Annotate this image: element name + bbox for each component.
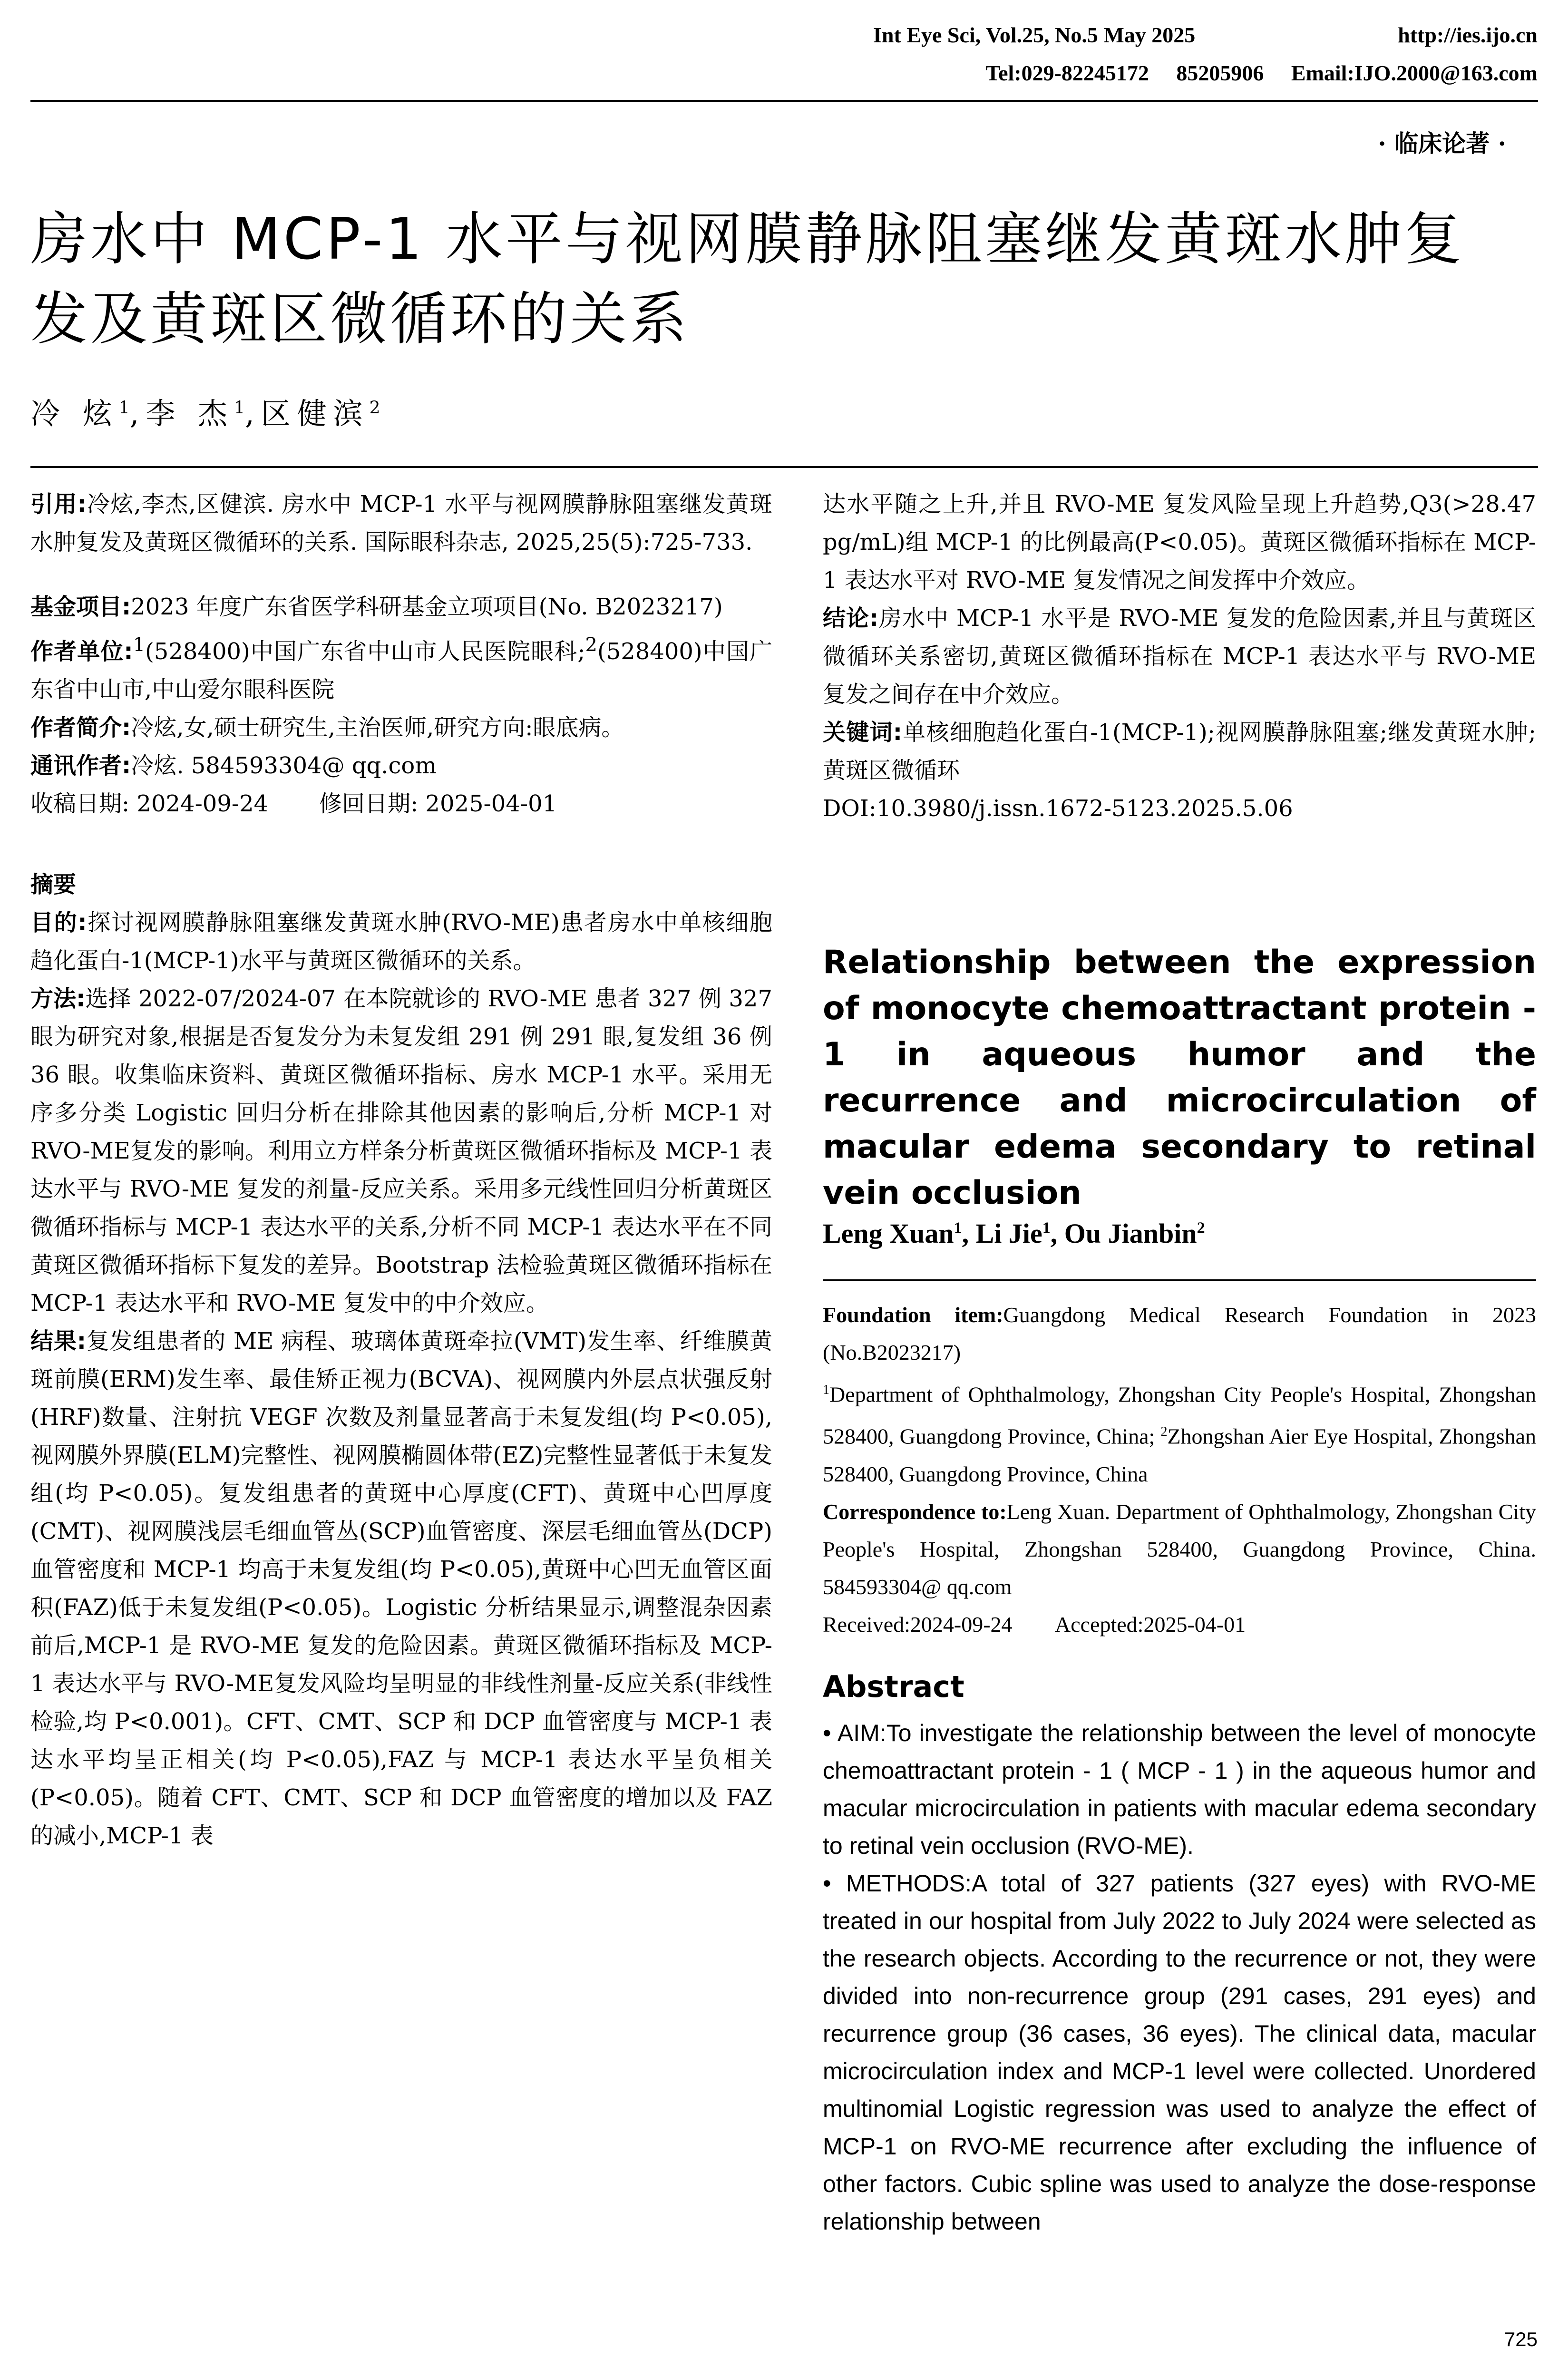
en-authors-rule bbox=[823, 1279, 1536, 1281]
author-en-2-sup: 1 bbox=[1042, 1219, 1051, 1237]
title-zh-line-1: 房水中 MCP-1 水平与视网膜静脉阻塞继发黄斑水肿复 bbox=[30, 206, 1464, 273]
author-en-1-sup: 1 bbox=[954, 1219, 962, 1237]
corr-text[interactable]: 冷炫. 584593304@ qq.com bbox=[131, 752, 437, 779]
aim-text: To investigate the relationship between the level of monocyte chemoattractant protein - 1 ( MCP - 1 ) in the aqueous humor and macular microcirculation in patients with macular edema secondary to retinal vein occlusion (RVO-ME). bbox=[823, 1720, 1536, 1859]
objective-label: 目的: bbox=[30, 909, 87, 936]
objective-text: 探讨视网膜静脉阻塞继发黄斑水肿(RVO-ME)患者房水中单核细胞趋化蛋白-1(MCP-1)水平与黄斑区微循环的关系。 bbox=[30, 909, 772, 974]
author-zh-2: ,李 杰 bbox=[129, 396, 234, 431]
unit-text-2: (528400)中国广东省中山市,中山爱尔眼科医院 bbox=[30, 638, 772, 703]
abstract-methods bbox=[30, 980, 772, 1322]
author-unit bbox=[30, 626, 772, 709]
citation bbox=[30, 485, 772, 561]
affiliations bbox=[823, 1371, 1536, 1493]
aim-label: • AIM: bbox=[823, 1720, 886, 1746]
author-en-1: Leng Xuan bbox=[823, 1218, 954, 1249]
aff-sup-2: 2 bbox=[1160, 1424, 1168, 1440]
doi[interactable]: DOI:10.3980/j.issn.1672-5123.2025.5.06 bbox=[823, 795, 1293, 822]
methods-text: 选择 2022-07/2024-07 在本院就诊的 RVO-ME 患者 327 例 327 眼为研究对象,根据是否复发分为未复发组 291 例 291 眼,复发组 36 例 36 眼。收集临床资料、黄斑区微循环指标、房水 MCP-1 水平。采用无序多分类 Logistic 回归分析在排除其他因素的影响后,分析 MCP-1 对 RVO-ME复发的影响。利用立方样条分析黄斑区微循环指标及 MCP-1 表达水平与 RVO-ME 复发的剂量-反应关系。采用多元线性回归分析黄斑区微循环指标与 MCP-1 表达水平的关系,分析不同 MCP-1 表达水平在不同黄斑区微循环指标下复发的差异。Bootstrap 法检验黄斑区微循环指标在 MCP-1 表达水平和 RVO-ME 复发中的中介效应。 bbox=[30, 985, 772, 1316]
en-info-block bbox=[823, 1296, 1536, 1643]
conclusion-text: 房水中 MCP-1 水平是 RVO-ME 复发的危险因素,并且与黄斑区微循环关系密切,黄斑区微循环指标在 MCP-1 表达水平与 RVO-ME 复发之间存在中介效应。 bbox=[823, 605, 1536, 708]
left-column bbox=[30, 485, 772, 1855]
results-continued: 达水平随之上升,并且 RVO-ME 复发风险呈现上升趋势,Q3(>28.47 pg/mL)组 MCP-1 的比例最高(P<0.05)。黄斑区微循环指标在 MCP-1 表达水平对 RVO-ME 复发情况之间发挥中介效应。 bbox=[823, 491, 1536, 594]
en-methods bbox=[823, 1865, 1536, 2241]
aff-sup-1: 1 bbox=[823, 1383, 829, 1397]
corresponding-author bbox=[30, 747, 772, 785]
journal-contact-line: Tel:029-82245172 85205906 Email:IJO.2000@163.com bbox=[985, 61, 1538, 85]
correspondence-text: Leng Xuan. Department of Ophthalmology, Zhongshan City People's Hospital, Zhongshan 528400, Guangdong Province, China. 584593304@ qq.com bbox=[823, 1499, 1537, 1599]
title-zh bbox=[30, 200, 1543, 360]
authors-en bbox=[823, 1218, 1205, 1249]
author-en-3: , Ou Jianbin bbox=[1050, 1218, 1197, 1249]
abstract-heading-zh: 摘要 bbox=[30, 871, 77, 898]
author-zh-2-sup: 1 bbox=[234, 398, 245, 418]
bio-label: 作者简介: bbox=[30, 714, 131, 741]
title-zh-line-2: 发及黄斑区微循环的关系 bbox=[30, 286, 690, 352]
en-abstract bbox=[823, 1715, 1536, 2241]
author-zh-1-sup: 1 bbox=[118, 398, 130, 418]
author-zh-3-sup: 2 bbox=[369, 398, 380, 418]
page-number: 725 bbox=[1504, 2328, 1538, 2350]
author-en-3-sup: 2 bbox=[1197, 1219, 1205, 1237]
results-text: 复发组患者的 ME 病程、玻璃体黄斑牵拉(VMT)发生率、纤维膜黄斑前膜(ERM)发生率、最佳矫正视力(BCVA)、视网膜内外层点状强反射(HRF)数量、注射抗 VEGF 次数及剂量显著高于未复发组(均 P<0.05),视网膜外界膜(ELM)完整性、视网膜椭圆体带(EZ)完整性显著低于未复发组(均 P<0.05)。复发组患者的黄斑中心厚度(CFT)、黄斑中心凹厚度(CMT)、视网膜浅层毛细血管丛(SCP)血管密度、深层毛细血管丛(DCP)血管密度和 MCP-1 均高于未复发组(均 P<0.05),黄斑中心凹无血管区面积(FAZ)低于未复发组(P<0.05)。Logistic 分析结果显示,调整混杂因素前后,MCP-1 是 RVO-ME 复发的危险因素。黄斑区微循环指标及 MCP-1 表达水平与 RVO-ME复发风险均呈明显的非线性剂量-反应关系(非线性检验,均 P<0.001)。CFT、CMT、SCP 和 DCP 血管密度与 MCP-1 表达水平均呈正相关(均 P<0.05),FAZ 与 MCP-1 表达水平呈负相关(P<0.05)。随着 CFT、CMT、SCP 和 DCP 血管密度的增加以及 FAZ 的减小,MCP-1 表 bbox=[30, 1328, 772, 1849]
en-aim bbox=[823, 1715, 1536, 1865]
header-rule bbox=[30, 100, 1538, 102]
correspondence bbox=[823, 1493, 1536, 1606]
keywords bbox=[823, 713, 1536, 789]
foundation-label: Foundation item: bbox=[823, 1303, 1003, 1327]
en-methods-label: • METHODS: bbox=[823, 1870, 972, 1897]
keywords-label: 关键词: bbox=[823, 719, 902, 746]
author-bio bbox=[30, 709, 772, 747]
citation-text: 冷炫,李杰,区健滨. 房水中 MCP-1 水平与视网膜静脉阻塞继发黄斑水肿复发及黄斑区微循环的关系. 国际眼科杂志, 2025,25(5):725-733. bbox=[30, 491, 772, 555]
correspondence-label: Correspondence to: bbox=[823, 1499, 1007, 1524]
fund-text: 2023 年度广东省医学科研基金立项项目(No. B2023217) bbox=[131, 594, 723, 620]
author-en-2: , Li Jie bbox=[962, 1218, 1042, 1249]
authors-zh bbox=[30, 390, 380, 432]
conclusion-label: 结论: bbox=[823, 605, 879, 632]
abstract-results bbox=[30, 1322, 772, 1855]
results-label: 结果: bbox=[30, 1328, 86, 1354]
foundation-item bbox=[823, 1296, 1536, 1371]
journal-info-line: Int Eye Sci, Vol.25, No.5 May 2025 bbox=[873, 23, 1196, 47]
aff-text-2: Zhongshan Aier Eye Hospital, Zhongshan 528400, Guangdong Province, China bbox=[823, 1424, 1536, 1486]
authors-rule bbox=[30, 466, 1538, 468]
keywords-text: 单核细胞趋化蛋白-1(MCP-1);视网膜静脉阻塞;继发黄斑水肿;黄斑区微循环 bbox=[823, 719, 1536, 784]
bio-text: 冷炫,女,硕士研究生,主治医师,研究方向:眼底病。 bbox=[131, 714, 624, 741]
section-tag: · 临床论著 · bbox=[1378, 129, 1506, 157]
right-column bbox=[823, 485, 1536, 828]
author-zh-3: ,区健滨 bbox=[244, 396, 370, 431]
author-zh-1: 冷 炫 bbox=[30, 396, 119, 431]
unit-label: 作者单位: bbox=[30, 638, 133, 665]
citation-label: 引用: bbox=[30, 491, 87, 517]
unit-sup-2: 2 bbox=[585, 634, 597, 656]
title-en: Relationship between the expression of monocyte chemoattractant protein - 1 in aqueous humor and the recurrence and microcirculation of macular edema secondary to retinal vein occlusion bbox=[823, 944, 1536, 1212]
received-accepted: Received:2024-09-24 Accepted:2025-04-01 bbox=[823, 1612, 1246, 1637]
fund-label: 基金项目: bbox=[30, 594, 131, 620]
aff-text-1: Department of Ophthalmology, Zhongshan City People's Hospital, Zhongshan 528400, Guangdong Province, China; bbox=[823, 1382, 1536, 1449]
received-dates: 收稿日期: 2024-09-24 修回日期: 2025-04-01 bbox=[30, 790, 557, 817]
abstract-objective bbox=[30, 904, 772, 980]
corr-label: 通讯作者: bbox=[30, 752, 131, 779]
methods-label: 方法: bbox=[30, 985, 86, 1012]
abstract-conclusion bbox=[823, 599, 1536, 713]
en-methods-text: A total of 327 patients (327 eyes) with RVO-ME treated in our hospital from July 2022 to July 2024 were selected as the research objects. According to the recurrence or not, they were divided into non-recurrence group (291 cases, 291 eyes) and recurrence group (36 cases, 36 eyes). The clinical data, macular microcirculation index and MCP-1 level were collected. Unordered multinomial Logistic regression was used to analyze the effect of MCP-1 on RVO-ME recurrence after excluding the influence of other factors. Cubic spline was used to analyze the dose-response relationship between bbox=[823, 1870, 1537, 2235]
fund-item bbox=[30, 588, 772, 626]
journal-url[interactable]: http://ies.ijo.cn bbox=[1398, 23, 1538, 47]
unit-text-1: (528400)中国广东省中山市人民医院眼科; bbox=[145, 638, 585, 665]
unit-sup-1: 1 bbox=[133, 634, 146, 656]
abstract-heading-en: Abstract bbox=[823, 1669, 964, 1704]
foundation-text: Guangdong Medical Research Foundation in 2023 (No.B2023217) bbox=[823, 1303, 1536, 1364]
